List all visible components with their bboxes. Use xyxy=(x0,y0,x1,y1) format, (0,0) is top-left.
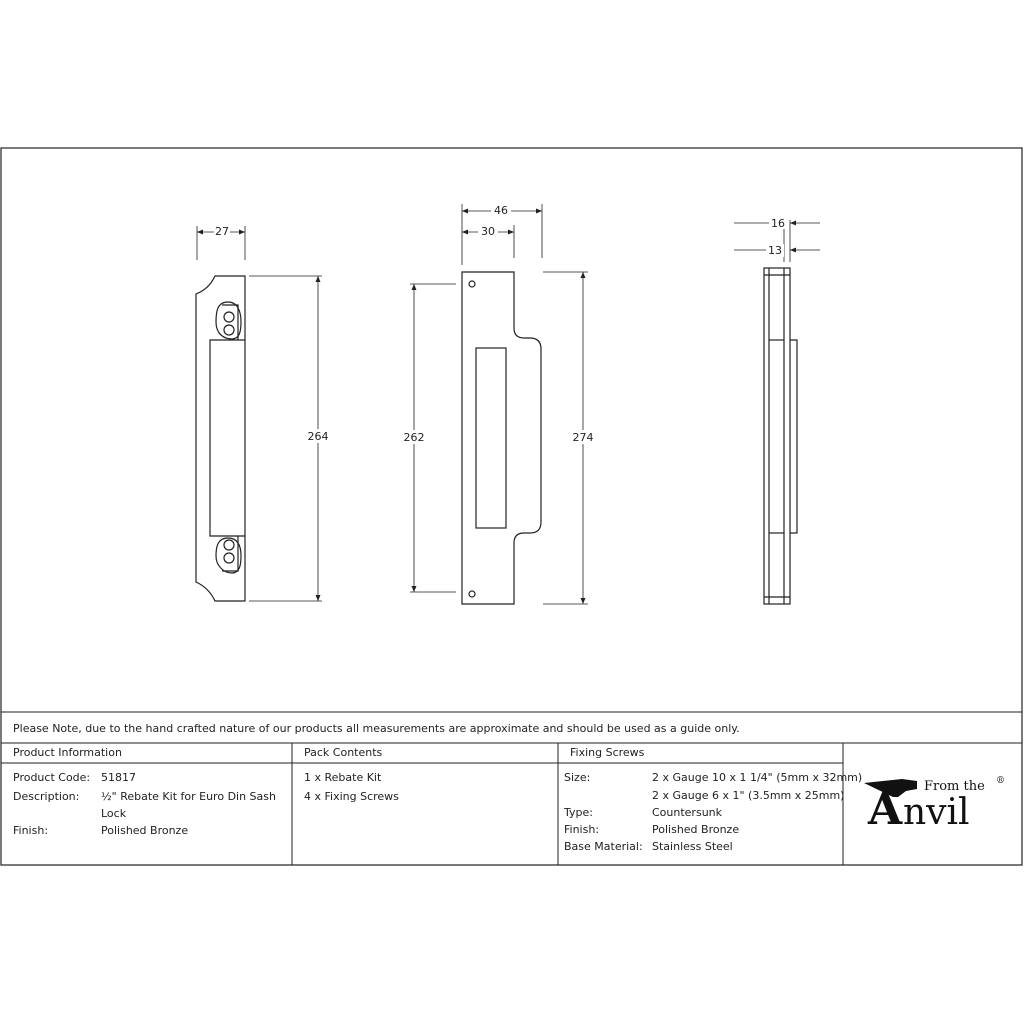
logo-word-nvil: nvil xyxy=(903,792,970,833)
dim-264: 264 xyxy=(307,430,329,443)
description-label: Description: xyxy=(13,790,80,803)
dim-13: 13 xyxy=(768,244,782,257)
logo-from-the: From the xyxy=(924,779,985,794)
side-profile-view xyxy=(196,276,245,601)
upper-screw-hole-2 xyxy=(224,325,234,335)
profile-recess xyxy=(210,340,245,536)
size-value-line1: 2 x Gauge 10 x 1 1/4" (5mm x 32mm) xyxy=(652,771,863,784)
finish-value: Polished Bronze xyxy=(101,824,189,837)
pack-contents-header: Pack Contents xyxy=(304,746,383,759)
logo-letter-a: A xyxy=(868,784,903,835)
screw-finish-value: Polished Bronze xyxy=(652,823,740,836)
fixing-screws-header: Fixing Screws xyxy=(570,746,645,759)
dim-30: 30 xyxy=(481,225,495,238)
edge-outer xyxy=(764,268,790,604)
dim-46: 46 xyxy=(494,204,508,217)
upper-screw-slot-outline xyxy=(216,302,241,339)
product-code-value: 51817 xyxy=(101,771,136,784)
size-value-line2: 2 x Gauge 6 x 1" (3.5mm x 25mm) xyxy=(652,789,845,802)
pack-item-1: 1 x Rebate Kit xyxy=(304,771,382,784)
dim-274: 274 xyxy=(572,431,594,444)
type-value: Countersunk xyxy=(652,806,723,819)
plate-bottom-hole xyxy=(469,591,475,597)
plate-outline xyxy=(462,272,541,604)
front-plate-view xyxy=(462,272,541,604)
side-profile-arrows xyxy=(197,230,321,602)
finish-label: Finish: xyxy=(13,824,49,837)
side-profile-dims xyxy=(197,226,322,601)
drawing-frame xyxy=(1,148,1022,865)
description-value-line1: ½" Rebate Kit for Euro Din Sash xyxy=(101,790,276,803)
lower-screw-hole-2 xyxy=(224,553,234,563)
description-value-line2: Lock xyxy=(101,807,127,820)
pack-item-2: 4 x Fixing Screws xyxy=(304,790,399,803)
lower-screw-hole-1 xyxy=(224,540,234,550)
plate-top-hole xyxy=(469,281,475,287)
product-info-header: Product Information xyxy=(13,746,122,759)
type-label: Type: xyxy=(564,806,593,819)
front-plate-dims xyxy=(410,204,588,604)
dim-262: 262 xyxy=(403,431,425,444)
measurement-note: Please Note, due to the hand crafted nature of our products all measurements are approximate and should be used as a guide only. xyxy=(13,722,740,735)
base-material-label: Base Material: xyxy=(564,840,643,853)
logo-registered: ® xyxy=(996,776,1005,786)
lower-screw-slot-outline xyxy=(216,538,241,573)
product-code-label: Product Code: xyxy=(13,771,91,784)
plate-cutout xyxy=(476,348,506,528)
base-material-value: Stainless Steel xyxy=(652,840,733,853)
edge-tab xyxy=(790,340,797,533)
edge-view xyxy=(764,268,797,604)
screw-finish-label: Finish: xyxy=(564,823,600,836)
size-label: Size: xyxy=(564,771,591,784)
upper-screw-hole-1 xyxy=(224,312,234,322)
dim-16: 16 xyxy=(771,217,785,230)
dim-27: 27 xyxy=(215,225,229,238)
front-plate-arrows xyxy=(412,209,586,605)
